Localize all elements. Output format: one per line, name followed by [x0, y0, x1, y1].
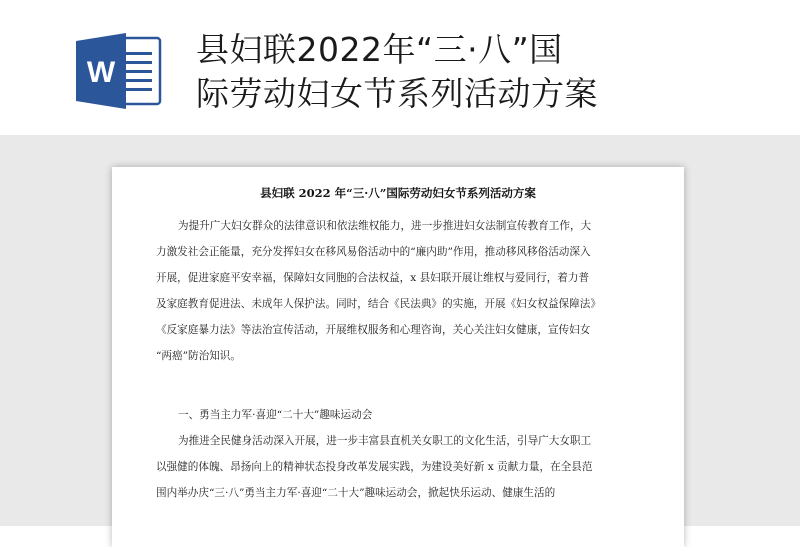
paragraph-1: [156, 213, 650, 369]
paragraph-line: 开展，促进家庭平安幸福，保障妇女同胞的合法权益，x 县妇联开展让维权与爱同行，着力普: [156, 272, 590, 284]
page-title: [196, 28, 776, 116]
paragraph-line: 力激发社会正能量，充分发挥妇女在移风易俗活动中的“廉内助”作用，推动移风移俗活动深入: [156, 246, 591, 258]
page-title-line-1: 县妇联2022年“三·八”国: [196, 30, 563, 69]
paragraph-line: 为推进全民健身活动深入开展，进一步丰富县直机关女职工的文化生活，引导广大女职工: [178, 435, 592, 447]
paragraph-line: “两癌”防治知识。: [156, 350, 241, 362]
document-title: 县妇联 2022 年“三·八”国际劳动妇女节系列活动方案: [260, 186, 536, 200]
word-icon-letter: W: [86, 56, 116, 89]
paragraph-line: 以强健的体魄、昂扬向上的精神状态投身改革发展实践，为建设美好新 x 贡献力量，在全县范: [156, 461, 593, 473]
paragraph-line: 及家庭教育促进法、未成年人保护法。同时，结合《民法典》的实施，开展《妇女权益保障法》: [156, 298, 601, 310]
word-icon: [74, 32, 164, 110]
section-heading-1: 一、勇当主力军·喜迎“二十大”趣味运动会: [178, 409, 373, 421]
paragraph-2: [156, 428, 650, 506]
page-title-line-2: 际劳动妇女节系列活动方案: [196, 74, 598, 113]
header: [0, 0, 800, 135]
paragraph-line: 《反家庭暴力法》等法治宣传活动，开展维权服务和心理咨询，关心关注妇女健康，宣传妇女: [156, 324, 591, 336]
document-page: [112, 167, 684, 547]
paragraph-line: 围内举办庆“三·八”勇当主力军·喜迎“二十大”趣味运动会，掀起快乐运动、健康生活的: [156, 487, 556, 499]
paragraph-line: 为提升广大妇女群众的法律意识和依法维权能力，进一步推进妇女法制宣传教育工作，大: [178, 220, 592, 232]
